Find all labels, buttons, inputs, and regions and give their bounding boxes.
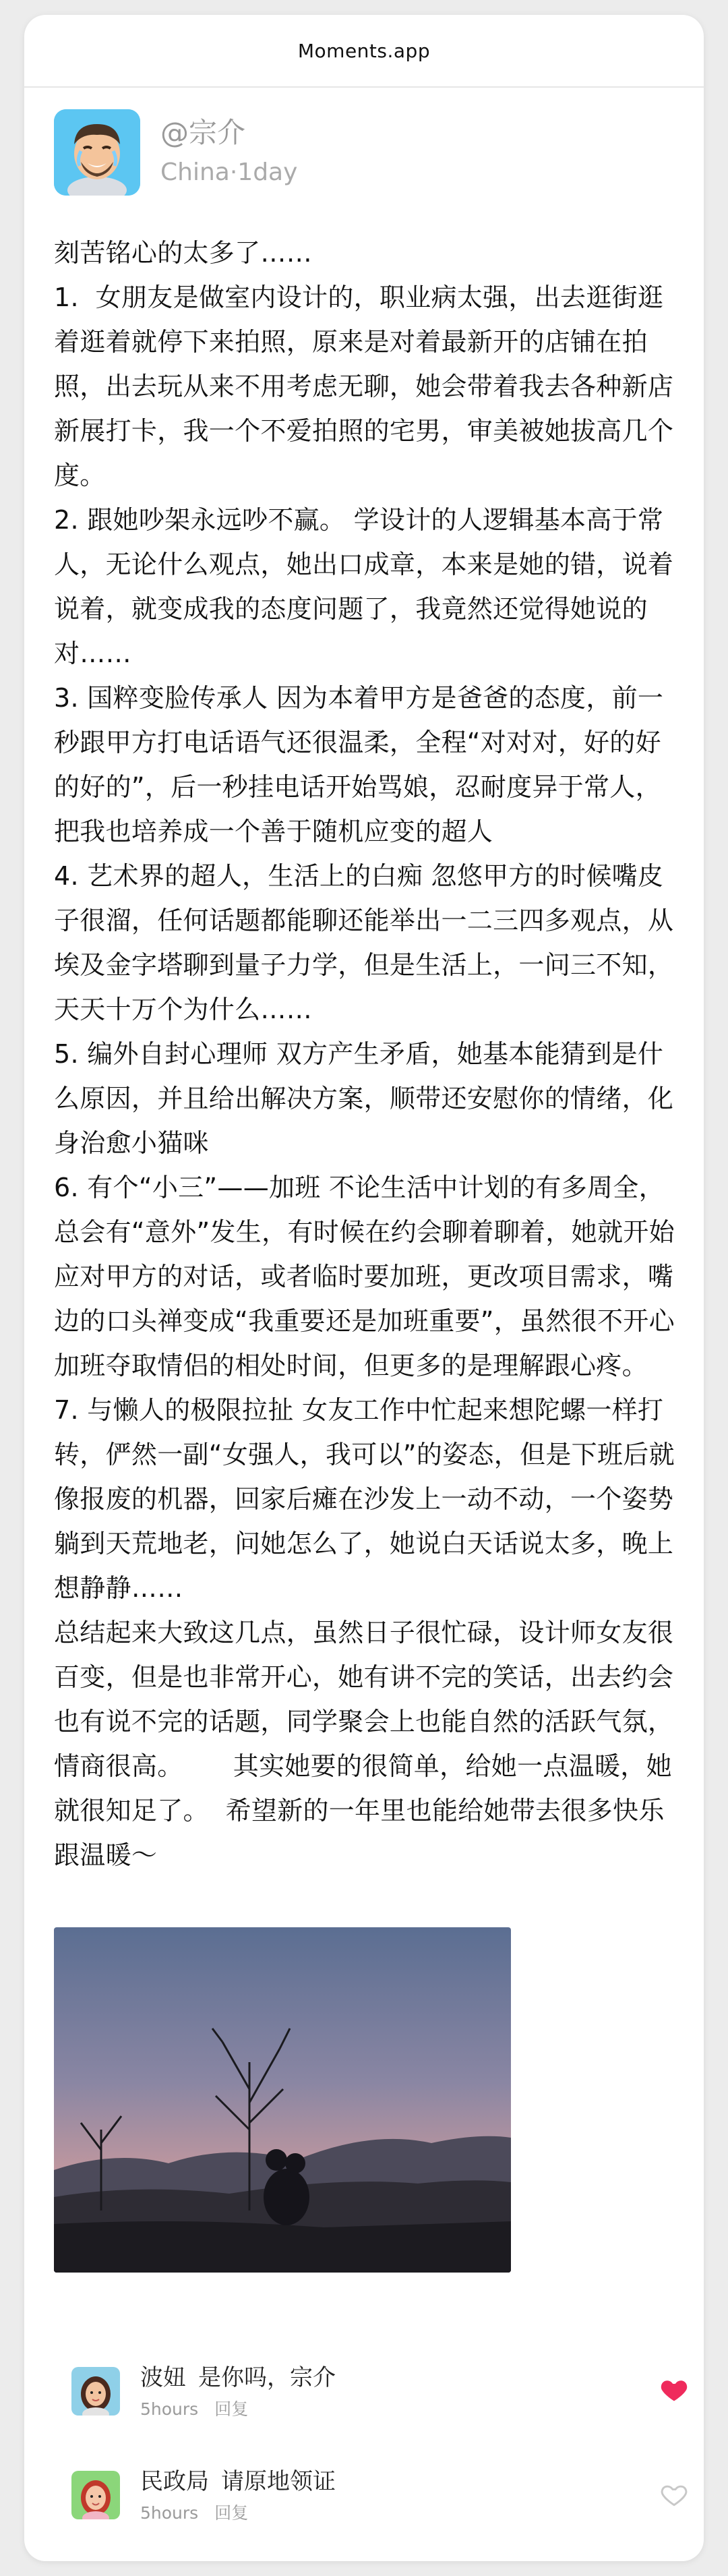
author-meta (160, 114, 297, 191)
moment-card (24, 15, 704, 2561)
memoji-woman-icon (71, 2471, 120, 2519)
author-name[interactable]: @宗介 (160, 116, 246, 149)
post-photo[interactable] (54, 1927, 511, 2273)
comment-text: 请原地领证 (221, 2468, 336, 2495)
top-bar (24, 15, 704, 88)
memoji-avatar-icon (54, 109, 140, 196)
commenter-name[interactable]: 波妞 (140, 2364, 186, 2391)
heart-outline-icon[interactable] (659, 2480, 689, 2510)
comment-item (71, 2362, 665, 2426)
author-avatar[interactable] (54, 109, 140, 196)
heart-filled-icon[interactable] (659, 2375, 689, 2405)
comment-text: 是你吗，宗介 (198, 2364, 336, 2391)
post-location: China (160, 158, 230, 186)
post-subtitle (160, 154, 297, 191)
comment-line (140, 2362, 336, 2394)
app-title: Moments.app (297, 39, 431, 62)
sunset-couple-image (54, 1927, 511, 2273)
commenter-avatar[interactable] (71, 2471, 120, 2519)
comment-time: 5hours (140, 2399, 199, 2419)
post-header (54, 109, 297, 196)
memoji-girl-icon (71, 2367, 120, 2416)
comment-line (140, 2465, 336, 2498)
post-text: 刻苦铭心的太多了…… 1. 女朋友是做室内设计的，职业病太强，出去逛街逛着逛着就停下来拍照，原来是对着最新开的店铺在拍照，出去玩从来不用考虑无聊，她会带着我去各种新店新展打卡，我一个不爱拍照的宅男，审美被她拔高几个度。 2. 跟她吵架永远吵不赢。 学设计的人逻辑基本高于常人，无论什么观点，她出口成章，本来是她的错，说着说着，就变成我的态度问题了，我竟然还觉得她说的对…… 3. 国粹变脸传承人 因为本着甲方是爸爸的态度，前一秒跟甲方打电话语气还很温柔，全程“对对对，好的好的好的”，后一秒挂电话开始骂娘，忍耐度异于常人，把我也培养成一个善于随机应变的超人 4. 艺术界的超人，生活上的白痴 忽悠甲方的时候嘴皮子很溜，任何话题都能聊还能举出一二三四多观点，从埃及金字塔聊到量子力学，但是生活上，一问三不知，天天十万个为什么…… 5. 编外自封心理师 双方产生矛盾，她基本能猜到是什么原因，并且给出解决方案，顺带还安慰你的情绪，化身治愈小猫咪 6. 有个“小三”——加班 不论生活中计划的有多周全，总会有“意外”发生，有时候在约会聊着聊着，她就开始应对甲方的对话，或者临时要加班，更改项目需求，嘴边的口头禅变成“我重要还是加班重要”，虽然很不开心加班夺取情侣的相处时间，但更多的是理解跟心疼。 7. 与懒人的极限拉扯 女友工作中忙起来想陀螺一样打转，俨然一副“女强人，我可以”的姿态，但是下班后就像报废的机器，回家后瘫在沙发上一动不动，一个姿势躺到天荒地老，问她怎么了，她说白天话说太多，晚上想静静…… 总结起来大致这几点，虽然日子很忙碌，设计师女友很百变，但是也非常开心，她有讲不完的笑话，出去约会也有说不完的话题，同学聚会上也能自然的活跃气氛，情商很高。 其实她要的很简单，给她一点温暖，她就很知足了。 希望新的一年里也能给她带去很多快乐跟温暖～ (54, 238, 675, 1870)
post-time: 1day (237, 158, 298, 186)
comment-item (71, 2465, 665, 2530)
reply-button[interactable]: 回复 (214, 2503, 249, 2523)
commenter-avatar[interactable] (71, 2367, 120, 2416)
meta-separator: · (229, 158, 238, 186)
comment-meta (140, 2502, 248, 2525)
reply-button[interactable]: 回复 (214, 2399, 249, 2419)
comment-time: 5hours (140, 2503, 199, 2523)
comment-meta (140, 2398, 248, 2421)
commenter-name[interactable]: 民政局 (140, 2468, 209, 2495)
